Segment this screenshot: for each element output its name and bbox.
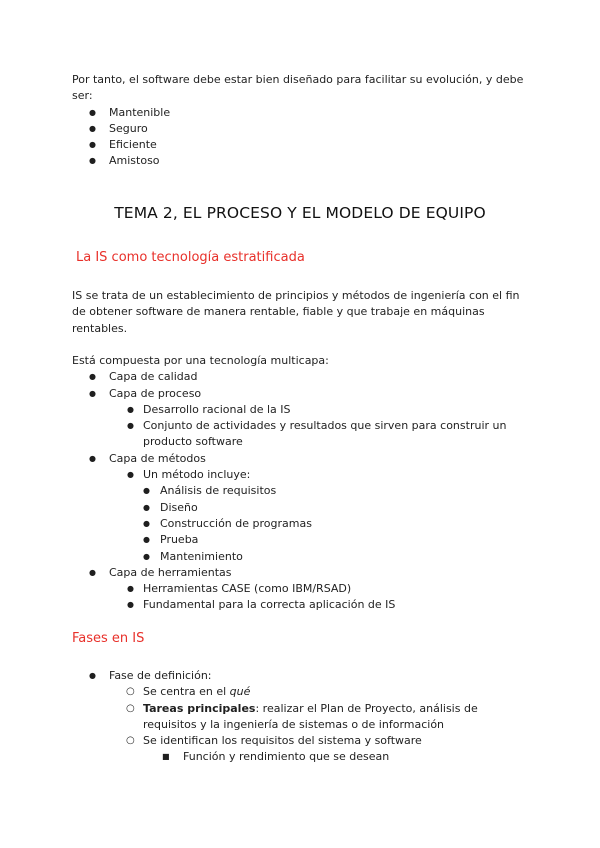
section-heading-is-tecnologia: La IS como tecnología estratificada xyxy=(76,250,305,265)
herramientas-sublist xyxy=(109,581,532,614)
metodo-items-list xyxy=(143,483,532,564)
layer-calidad: Capa de calidad xyxy=(109,370,198,384)
layers-list xyxy=(72,369,532,613)
list-item: ● Análisis de requisitos xyxy=(143,483,532,499)
document-title: TEMA 2, EL PROCESO Y EL MODELO DE EQUIPO xyxy=(114,204,486,222)
fase-definicion-sublist xyxy=(109,684,532,765)
list-item: ● Mantenimiento xyxy=(143,549,532,565)
section-heading-fases: Fases en IS xyxy=(72,631,145,646)
layers-lead-text: Está compuesta por una tecnología multicapa: xyxy=(72,354,329,367)
is-definition-text: IS se trata de un establecimiento de principios y métodos de ingeniería con el fin de obtener software de manera rentable, fiable y que trabaje en máquinas rentables. xyxy=(72,289,520,335)
list-item: ● Fundamental para la correcta aplicación de IS xyxy=(109,597,532,613)
list-item xyxy=(72,451,532,565)
list-item: ● Conjunto de actividades y resultados que sirven para construir un producto software xyxy=(109,418,532,451)
list-item xyxy=(109,684,532,700)
list-item: ● Construcción de programas xyxy=(143,516,532,532)
centra-emphasis: qué xyxy=(229,685,251,699)
layer-metodos: Capa de métodos xyxy=(109,451,206,465)
centra-prefix: Se centra en el xyxy=(143,685,230,699)
layers-block xyxy=(72,353,532,614)
fase-definicion: Fase de definición: xyxy=(109,669,212,682)
metodo-incluye: Un método incluye: xyxy=(143,468,251,482)
list-item xyxy=(109,467,532,565)
fases-block xyxy=(72,668,532,766)
list-item: ● Prueba xyxy=(143,532,532,548)
list-item xyxy=(72,386,532,451)
qualities-list xyxy=(72,105,532,170)
fases-list xyxy=(72,668,532,766)
list-item xyxy=(72,369,532,385)
layer-herramientas: Capa de herramientas xyxy=(109,565,232,579)
identifican-text: Se identifican los requisitos del sistema y software xyxy=(143,734,422,748)
intro-text: Por tanto, el software debe estar bien diseñado para facilitar su evolución, y debe ser: xyxy=(72,73,524,103)
list-item xyxy=(109,701,532,734)
list-item xyxy=(109,733,532,766)
list-item: ● Seguro xyxy=(72,121,532,137)
identifican-sublist xyxy=(143,749,532,765)
intro-block xyxy=(72,72,532,170)
tareas-label: Tareas principales xyxy=(143,701,256,715)
tareas-text: : realizar el Plan de Proyecto, análisis de requisitos y la ingeniería de sistemas o de información xyxy=(143,701,478,731)
list-item: ● Mantenible xyxy=(72,105,532,121)
list-item: ● Eficiente xyxy=(72,137,532,153)
list-item: ● Diseño xyxy=(143,500,532,516)
metodos-sublist xyxy=(109,467,532,565)
proceso-sublist xyxy=(109,402,532,451)
is-definition-block xyxy=(72,288,532,337)
list-item: ■ Función y rendimiento que se desean xyxy=(143,749,532,765)
list-item xyxy=(72,565,532,614)
list-item xyxy=(72,668,532,766)
list-item: ● Herramientas CASE (como IBM/RSAD) xyxy=(109,581,532,597)
layer-proceso: Capa de proceso xyxy=(109,386,202,400)
list-item: ● Desarrollo racional de la IS xyxy=(109,402,532,418)
list-item: ● Amistoso xyxy=(72,153,532,169)
